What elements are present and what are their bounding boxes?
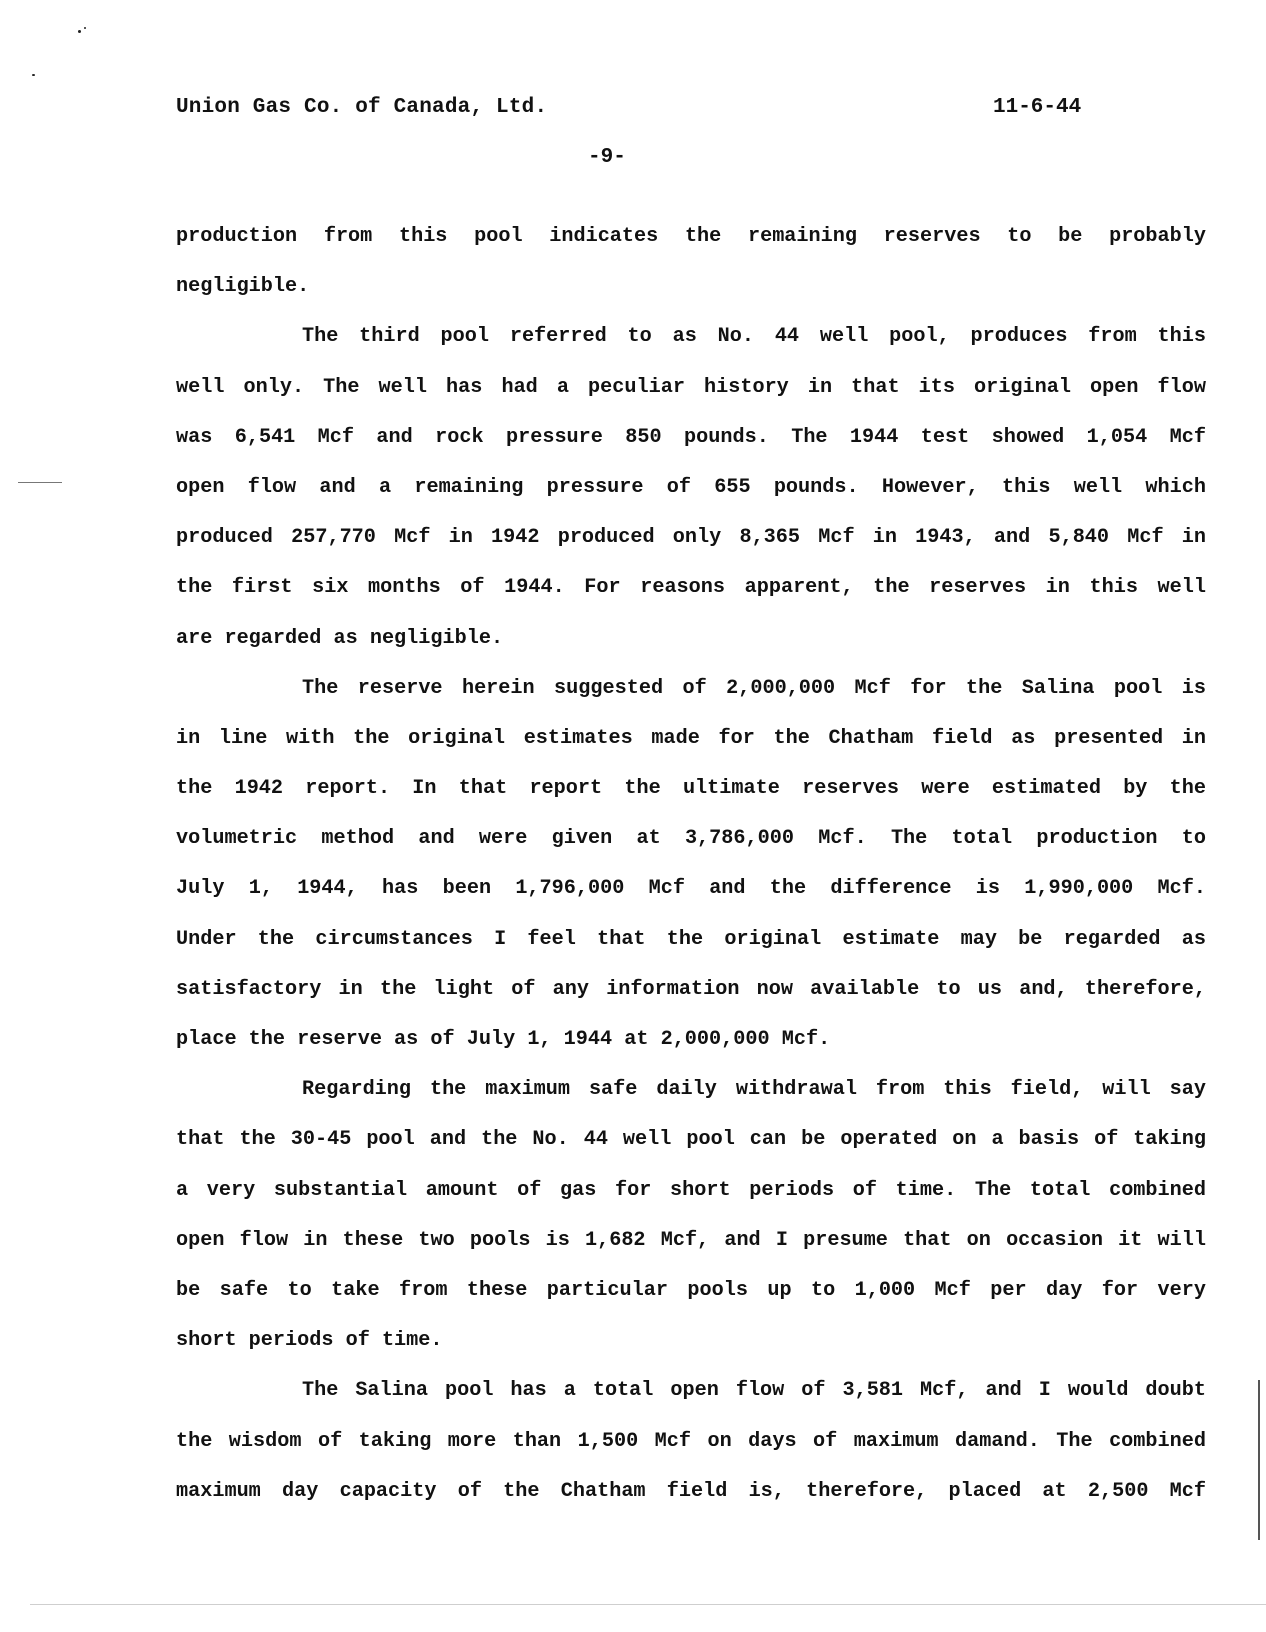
text-line: in line with the original estimates made for the Chatham field as presented in [176, 726, 1206, 750]
text-line: Under the circumstances I feel that the original estimate may be regarded as [176, 927, 1206, 951]
text-line: the 1942 report. In that report the ultimate reserves were estimated by the [176, 777, 1206, 801]
scan-edge-mark [18, 482, 62, 483]
letter-body [176, 222, 1206, 1527]
text-line: maximum day capacity of the Chatham field is, therefore, placed at 2,500 Mcf [176, 1479, 1206, 1503]
text-line: open flow in these two pools is 1,682 Mcf, and I presume that on occasion it will [176, 1228, 1206, 1252]
scan-speck [84, 27, 86, 29]
text-line: a very substantial amount of gas for short periods of time. The total combined [176, 1178, 1206, 1202]
scan-speck [78, 30, 81, 33]
text-line: well only. The well has had a peculiar history in that its original open flow [176, 375, 1206, 399]
text-line: volumetric method and were given at 3,786,000 Mcf. The total production to [176, 827, 1206, 851]
text-line: place the reserve as of July 1, 1944 at 2,000,000 Mcf. [176, 1028, 831, 1051]
scan-speck [32, 74, 35, 76]
text-line: The reserve herein suggested of 2,000,000 Mcf for the Salina pool is [302, 676, 1206, 700]
text-line: Regarding the maximum safe daily withdrawal from this field, will say [302, 1078, 1206, 1102]
text-line: production from this pool indicates the remaining reserves to be probably [176, 225, 1206, 248]
company-header: Union Gas Co. of Canada, Ltd. [176, 96, 548, 119]
text-line: that the 30-45 pool and the No. 44 well pool can be operated on a basis of taking [176, 1128, 1206, 1152]
text-line: satisfactory in the light of any information now available to us and, therefore, [176, 977, 1206, 1001]
text-line: open flow and a remaining pressure of 655 pounds. However, this well which [176, 475, 1206, 499]
text-line: short periods of time. [176, 1329, 443, 1353]
text-line: the first six months of 1944. For reasons apparent, the reserves in this well [176, 576, 1206, 600]
text-line: are regarded as negligible. [176, 626, 504, 650]
text-line: was 6,541 Mcf and rock pressure 850 pounds. The 1944 test showed 1,054 Mcf [176, 425, 1206, 449]
scan-edge-shadow [1258, 1380, 1260, 1540]
text-line: produced 257,770 Mcf in 1942 produced only 8,365 Mcf in 1943, and 5,840 Mcf in [176, 526, 1206, 550]
text-line: be safe to take from these particular pools up to 1,000 Mcf per day for very [176, 1278, 1206, 1302]
text-line: July 1, 1944, has been 1,796,000 Mcf and the difference is 1,990,000 Mcf. [176, 877, 1206, 901]
text-line: the wisdom of taking more than 1,500 Mcf on days of maximum damand. The combined [176, 1429, 1206, 1453]
text-line: The third pool referred to as No. 44 well pool, produces from this [302, 325, 1206, 349]
scan-bottom-edge [30, 1604, 1266, 1605]
page-number: -9- [588, 146, 626, 169]
document-date: 11-6-44 [993, 96, 1082, 119]
text-line: The Salina pool has a total open flow of 3,581 Mcf, and I would doubt [302, 1379, 1206, 1403]
text-line: negligible. [176, 275, 310, 299]
